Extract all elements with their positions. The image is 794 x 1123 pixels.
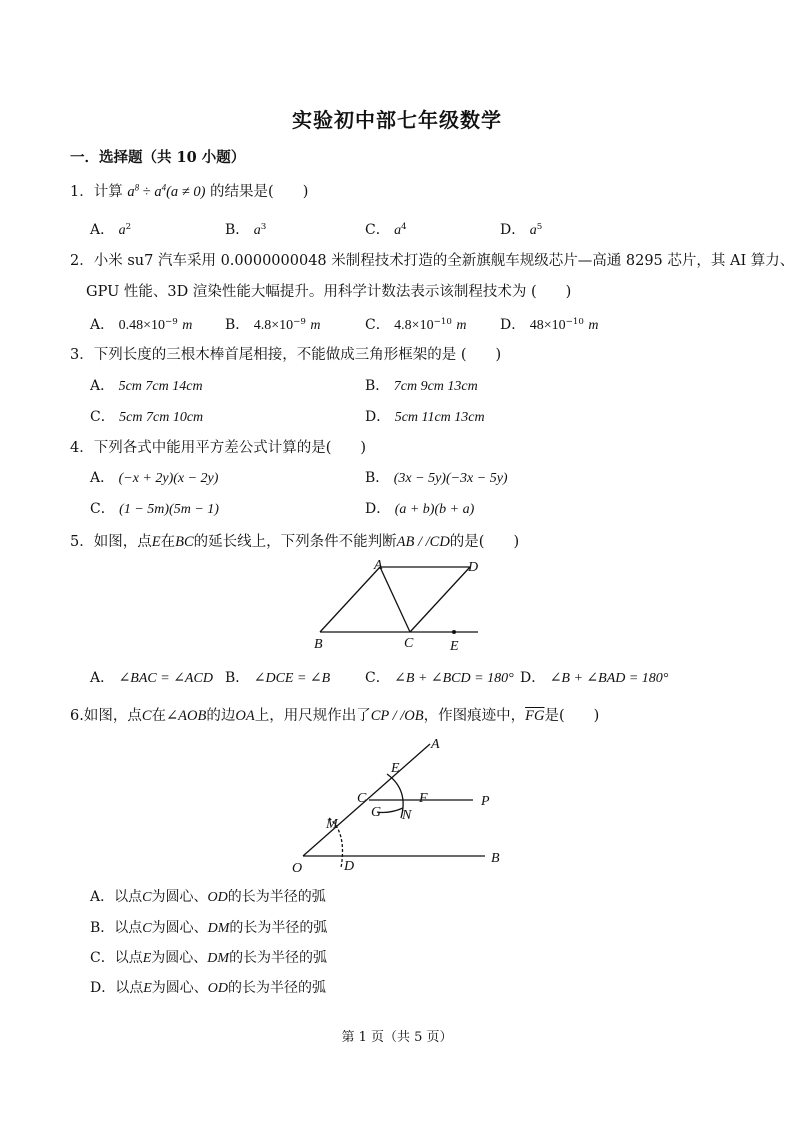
option-b[interactable]: B． 7cm 9cm 13cm (365, 378, 478, 394)
question-6: 6.如图，点C在∠AOB的边OA上，用尺规作出了CP / /OB，作图痕迹中，$\overline{FG}$是( ) (70, 708, 600, 724)
option-a[interactable]: A． 5cm 7cm 14cm (90, 378, 203, 394)
label-b: B (314, 637, 323, 652)
question-number: 4． (70, 440, 94, 456)
label-b: B (491, 851, 500, 866)
label-f: F (419, 791, 428, 806)
question-text: 的结果是( ) (210, 184, 309, 200)
option-b[interactable]: B．以点C为圆心、DM的长为半径的弧 (90, 920, 328, 936)
page-title: 实验初中部七年级数学 (292, 108, 502, 132)
option-c[interactable]: C． 5cm 7cm 10cm (90, 409, 204, 425)
segment-ab (320, 567, 380, 632)
option-a[interactable]: A． $0.48\times 10^{-9}$ m (90, 316, 193, 333)
figure-q6 (285, 732, 505, 880)
label-d: D (468, 560, 479, 575)
option-b[interactable]: B． $a^3$ (225, 221, 267, 238)
math-expression: $a^8 \div a^4(a \ne 0)$ (127, 182, 206, 200)
option-d[interactable]: D． ∠B + ∠BAD = 180° (520, 670, 669, 686)
label-o: O (292, 861, 303, 876)
option-d[interactable]: D．以点E为圆心、OD的长为半径的弧 (90, 980, 327, 996)
question-5: 5．如图，点E在BC的延长线上，下列条件不能判断AB / /CD的是( ) (70, 534, 520, 550)
label-m: M (326, 817, 338, 832)
option-b[interactable]: B． (3x − 5y)(−3x − 5y) (365, 470, 508, 486)
option-c[interactable]: C． ∠B + ∠BCD = 180° (365, 670, 514, 686)
option-d[interactable]: D． $48\times 10^{-10}$ m (500, 316, 599, 333)
question-2 (70, 249, 794, 270)
option-d[interactable]: D． (a + b)(b + a) (365, 501, 475, 517)
option-a[interactable]: A．以点C为圆心、OD的长为半径的弧 (90, 889, 326, 905)
label-c: C (357, 791, 367, 806)
label-a: A (431, 737, 440, 752)
segment-ac (380, 567, 410, 632)
option-a[interactable]: A． ∠BAC = ∠ACD (90, 670, 213, 686)
option-a[interactable]: A． $a^2$ (90, 221, 132, 238)
question-text: 下列长度的三根木棒首尾相接，不能做成三角形框架的是 ( ) (93, 347, 502, 363)
question-2-line2: GPU 性能、3D 渲染性能大幅提升。用科学计数法表示该制程技术为 ( ) (86, 284, 572, 300)
label-n: N (402, 808, 412, 823)
label-c: C (404, 636, 414, 651)
option-b[interactable]: B． ∠DCE = ∠B (225, 670, 331, 686)
arc-fg: $\overline{FG}$ (525, 708, 545, 724)
segment-cd (410, 567, 470, 632)
option-d[interactable]: D． 5cm 11cm 13cm (365, 409, 485, 425)
option-a[interactable]: A． (−x + 2y)(x − 2y) (90, 470, 219, 486)
question-number: 6. (70, 708, 84, 724)
label-g: G (371, 805, 382, 820)
question-text: 小米 su7 汽车采用 0.0000000048 米制程技术打造的全新旗舰车规级芯片—高通 8295 芯片，其 AI 算力、 (93, 253, 794, 269)
question-number: 2． (70, 253, 94, 269)
question-text: 计算 (93, 184, 123, 200)
option-c[interactable]: C．以点E为圆心、DM的长为半径的弧 (90, 950, 328, 966)
question-number: 3． (70, 347, 94, 363)
label-d: D (344, 859, 355, 874)
label-e: E (450, 639, 459, 654)
option-c[interactable]: C． $4.8\times 10^{-10}$ m (365, 316, 467, 333)
question-4 (70, 436, 366, 457)
option-d[interactable]: D． $a^5$ (500, 221, 543, 238)
option-c[interactable]: C． $a^4$ (365, 221, 407, 238)
question-number: 5． (70, 534, 94, 550)
label-p: P (481, 794, 490, 809)
option-c[interactable]: C． (1 − 5m)(5m − 1) (90, 501, 219, 517)
question-3 (70, 343, 501, 364)
figure-q5 (300, 555, 490, 655)
label-e: E (391, 761, 400, 776)
option-b[interactable]: B． $4.8\times 10^{-9}$ m (225, 316, 321, 333)
page-footer: 第 1 页（共 5 页） (341, 1030, 453, 1045)
point-e (452, 630, 456, 634)
question-number: 1． (70, 184, 94, 200)
label-a: A (374, 558, 383, 573)
question-text: 下列各式中能用平方差公式计算的是( ) (93, 440, 367, 456)
section-heading: 一．选择题（共 10 小题） (70, 149, 246, 166)
question-1 (70, 180, 308, 201)
